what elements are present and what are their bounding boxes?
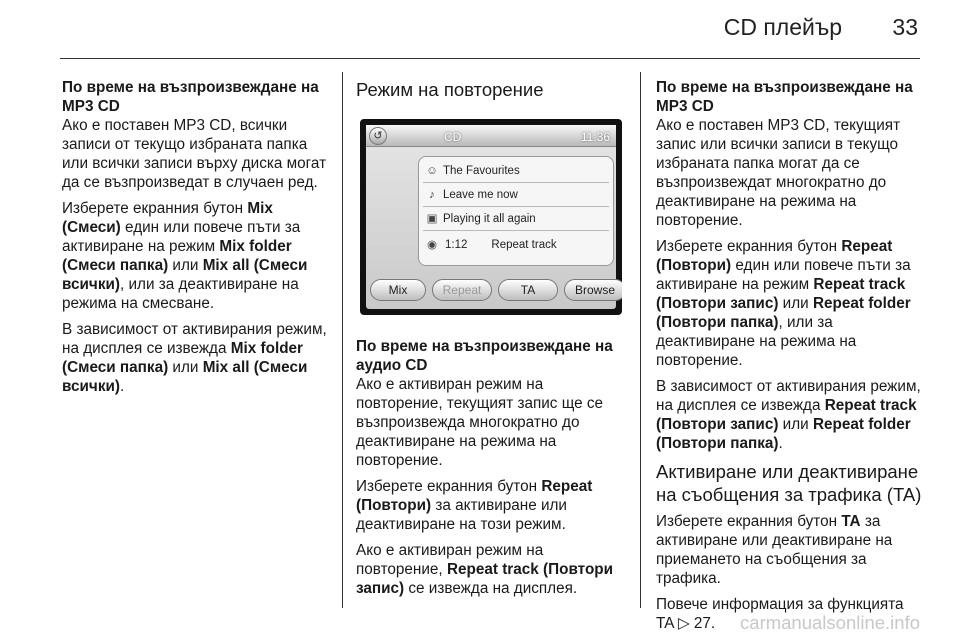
section-subheading: По време на възпроизвеждане на MP3 CD: [62, 79, 319, 115]
screen-top-bar: [366, 125, 616, 147]
text: се извежда на дисплея.: [404, 580, 578, 597]
paragraph: Ако е поставен MP3 CD, текущият запис или всички записи в текущо избраната папка могат да се възпроизвеждат многократно до деактивиране на режима на повторение.: [656, 117, 901, 229]
paragraph: [656, 512, 922, 588]
text: В зависимост от активирания режим, на дисплея се извежда: [656, 378, 921, 414]
mode-name: Repeat track (Повтори запис): [356, 561, 614, 597]
button-name: Mix (Смеси): [62, 200, 273, 236]
mix-button[interactable]: Mix: [370, 279, 426, 301]
text: .: [778, 435, 783, 452]
text: , или за деактивиране на режима на смесване.: [62, 276, 299, 312]
mode-name: Repeat folder (Повтори папка): [656, 295, 911, 331]
button-name: TA: [841, 513, 861, 530]
text: Изберете екранния бутон: [62, 200, 248, 217]
button-name: Repeat (Повтори): [656, 238, 893, 274]
mode-name: Repeat folder (Повтори папка): [656, 416, 911, 452]
cd-screen-illustration: [360, 119, 622, 315]
mode-name: Mix all (Смеси всички): [62, 257, 308, 293]
paragraph: Ако е активиран режим на повторение, текущият запис ще се възпроизвежда многократно до деактивиране на режима на повторение.: [356, 376, 604, 469]
screen-clock: 11:36: [580, 130, 610, 144]
column-2: [356, 78, 624, 605]
track-row: [425, 209, 536, 229]
text: или: [778, 416, 813, 433]
button-name: Repeat (Повтори): [356, 478, 593, 514]
page-number: 33: [892, 14, 918, 40]
text: или: [168, 359, 203, 376]
text: .: [119, 378, 125, 395]
text: един или повече пъти за активиране на режим: [656, 257, 911, 293]
track-separator: [423, 230, 609, 231]
text: Изберете екранния бутон: [356, 478, 542, 495]
header-title: CD плейър: [723, 14, 842, 40]
mode-name: Mix folder (Смеси папка): [62, 238, 292, 274]
back-arrow-icon: ↺: [369, 127, 387, 145]
text: Повече информация за функцията TA: [656, 596, 904, 632]
mode-name: Mix folder (Смеси папка): [62, 340, 303, 376]
screen-display: [366, 125, 616, 309]
track-row: [425, 235, 557, 255]
text: Изберете екранния бутон: [656, 238, 842, 255]
screen-button-row: [370, 279, 615, 301]
track-label: The Favourites: [443, 165, 520, 177]
section-title: Режим на повторение: [356, 79, 544, 100]
artist-icon: ☺: [426, 165, 438, 177]
track-label: Leave me now: [443, 189, 518, 201]
mode-name: Mix all (Смеси всички): [62, 359, 308, 395]
page-reference-icon: ▷: [677, 615, 690, 632]
track-row: [425, 161, 520, 181]
watermark: carmanualsonline.info: [740, 612, 920, 633]
column-divider-1: [342, 72, 343, 608]
column-divider-2: [640, 72, 641, 608]
text: Изберете екранния бутон: [656, 513, 842, 530]
paragraph: [62, 199, 330, 313]
ta-button[interactable]: TA: [498, 279, 558, 301]
note-icon: ♪: [429, 189, 435, 201]
album-icon: ▣: [426, 213, 438, 225]
text: В зависимост от активирания режим, на дисплея се извежда: [62, 321, 327, 357]
text: един или повече пъти за активиране на режим: [62, 219, 301, 255]
page-reference[interactable]: 27.: [693, 615, 716, 632]
paragraph: [62, 320, 330, 396]
track-label: Playing it all again: [443, 213, 536, 225]
track-time: 1:12: [445, 239, 468, 251]
column-1: [62, 78, 330, 403]
repeat-button[interactable]: Repeat: [432, 279, 492, 301]
section-subheading: По време на възпроизвеждане на аудио CD: [356, 338, 613, 374]
text: или: [168, 257, 203, 274]
text: или: [778, 295, 813, 312]
header-rule: [60, 58, 920, 59]
repeat-status: Repeat track: [491, 239, 557, 251]
section-title: Активиране или деактивиране на съобщения за трафика (TA): [656, 461, 922, 505]
paragraph: [356, 477, 624, 534]
track-separator: [423, 206, 609, 207]
text: Ако е активиран режим на повторение,: [356, 542, 544, 578]
section-subheading: По време на възпроизвеждане на MP3 CD: [656, 79, 913, 115]
paragraph: Ако е поставен MP3 CD, всички записи от текущо избраната папка или всички записи върху диска могат да се възпроизведат в случаен ред.: [62, 117, 327, 191]
column-3: [656, 78, 922, 640]
paragraph: [656, 237, 922, 370]
disc-icon: ◉: [426, 239, 438, 251]
text: за активиране или деактивиране на приемането на съобщения за трафика.: [656, 513, 893, 587]
paragraph: [356, 541, 624, 598]
track-row: [425, 185, 518, 205]
browse-button[interactable]: Browse: [564, 279, 622, 301]
track-panel: [418, 156, 614, 266]
screen-title: CD: [444, 130, 462, 144]
paragraph: [656, 377, 922, 453]
mode-name: Repeat track (Повтори запис): [656, 276, 906, 312]
mode-name: Repeat track (Повтори запис): [656, 397, 917, 433]
text: за активиране или деактивиране на този режим.: [356, 497, 567, 533]
text: , или за деактивиране на режима на повторение.: [656, 314, 857, 369]
track-separator: [423, 182, 609, 183]
